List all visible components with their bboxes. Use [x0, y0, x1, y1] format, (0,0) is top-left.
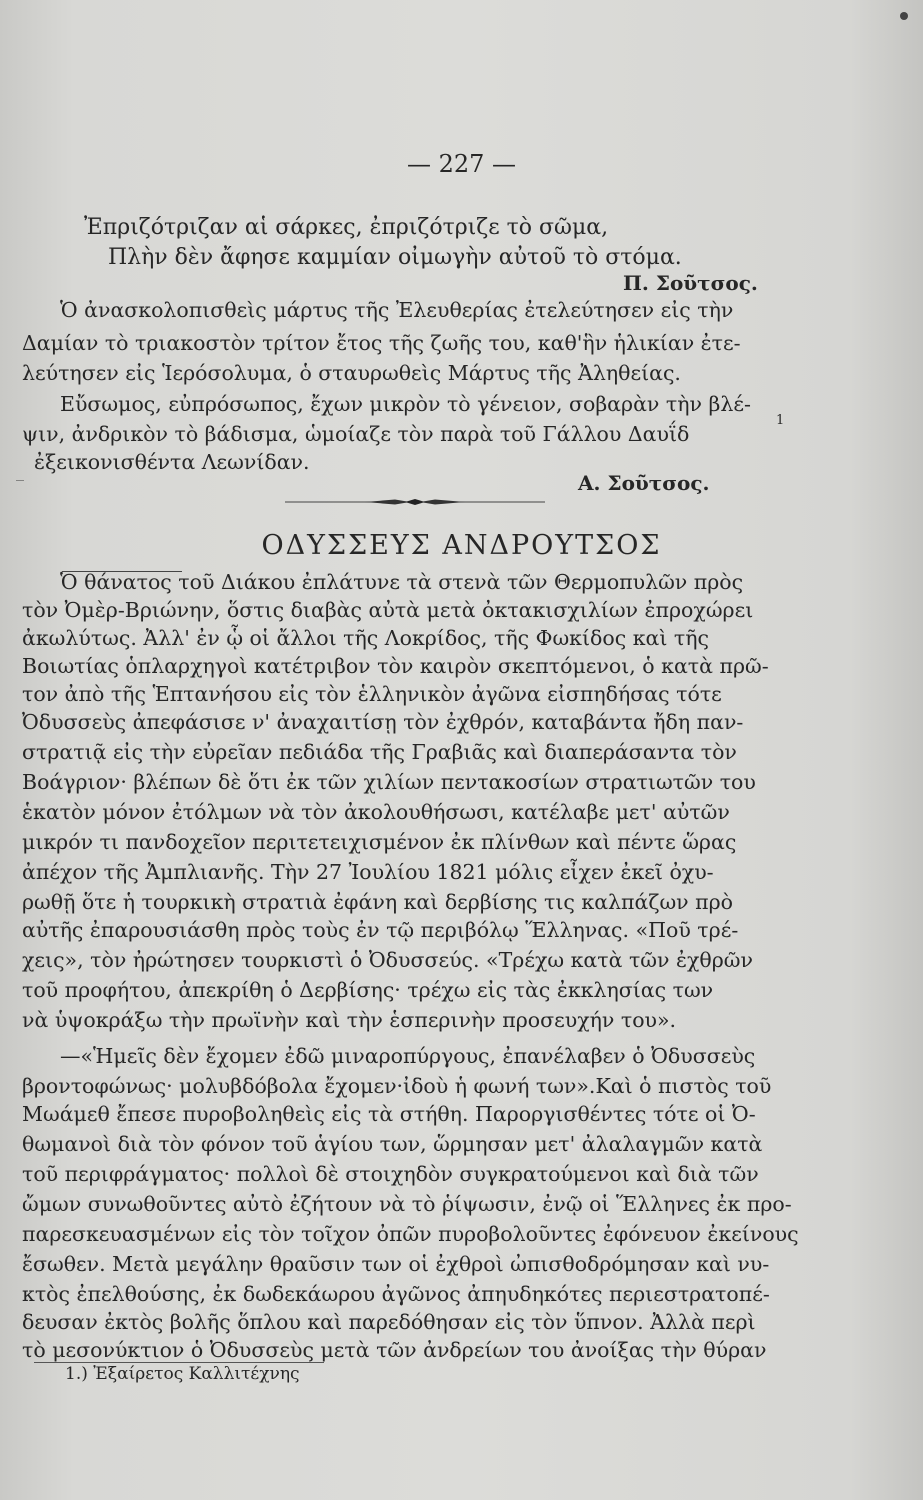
paragraph-line: Ὁ ἀνασκολοπισθεὶς μάρτυς τῆς Ἐλευθερίας ἐτελεύτησεν εἰς τὴν: [60, 298, 734, 322]
margin-mark: _: [16, 462, 24, 481]
body-line: κτὸς ἐπελθούσης, ἐκ δωδεκάωρου ἀγῶνος ἀπηυδηκότες περιεστρατοπέ-: [22, 1282, 770, 1306]
body-line: τοῦ περιφράγματος· πολλοὶ δὲ στοιχηδὸν συγκρατούμενοι καὶ διὰ τῶν: [22, 1162, 759, 1186]
footnote: 1.) Ἐξαίρετος Καλλιτέχνης: [65, 1364, 300, 1384]
body-line: —«Ἡμεῖς δὲν ἔχομεν ἐδῶ μιναροπύργους, ἐπανέλαβεν ὁ Ὀδυσσεὺς: [60, 1044, 756, 1068]
body-line: χεις», τὸν ἠρώτησεν τουρκιστὶ ὁ Ὀδυσσεύς. «Τρέχω κατὰ τῶν ἐχθρῶν: [22, 948, 753, 972]
paragraph-line: ἐξεικονισθέντα Λεωνίδαν.: [34, 450, 310, 474]
body-line: ὤμων συνωθοῦντες αὐτὸ ἐζήτουν νὰ τὸ ῥίψωσιν, ἐνῷ οἱ Ἕλληνες ἐκ προ-: [22, 1192, 792, 1216]
body-line: τον ἀπὸ τῆς Ἑπτανήσου εἰς τὸν ἑλληνικὸν ἀγῶνα εἰσπηδήσας τότε: [22, 682, 722, 706]
ornamental-rule: [285, 498, 545, 506]
verse-line: Πλὴν δὲν ἄφησε καμμίαν οἰμωγὴν αὐτοῦ τὸ στόμα.: [108, 245, 682, 270]
body-line: νὰ ὑψοκράξω τὴν πρωϊνὴν καὶ τὴν ἑσπερινὴν προσευχήν του».: [22, 1008, 677, 1032]
paragraph-line: Δαμίαν τὸ τριακοστὸν τρίτον ἔτος τῆς ζωῆς του, καθ'ἣν ἡλικίαν ἐτε-: [22, 331, 741, 355]
body-line: τὸ μεσονύκτιον ὁ Ὀδυσσεὺς μετὰ τῶν ἀνδρείων του ἀνοίξας τὴν θύραν: [22, 1338, 767, 1362]
body-line: ἔσωθεν. Μετὰ μεγάλην θραῦσιν των οἱ ἐχθροὶ ὠπισθοδρόμησαν καὶ νυ-: [22, 1252, 770, 1276]
body-line: ἑκατὸν μόνον ἐτόλμων νὰ τὸν ἀκολουθήσωσι, κατέλαβε μετ' αὐτῶν: [22, 800, 730, 824]
body-line: Βοάγριον· βλέπων δὲ ὅτι ἐκ τῶν χιλίων πεντακοσίων στρατιωτῶν του: [22, 770, 756, 794]
verse-signature: Π. Σοῦτσος.: [623, 271, 758, 295]
body-line: τοῦ προφήτου, ἀπεκρίθη ὁ Δερβίσης· τρέχω εἰς τὰς ἐκκλησίας των: [22, 978, 714, 1002]
paragraph-line: λεύτησεν εἰς Ἱερόσολυμα, ὁ σταυρωθεὶς Μάρτυς τῆς Ἀληθείας.: [22, 361, 681, 385]
footnote-rule: [34, 1362, 324, 1363]
body-line: στρατιᾷ εἰς τὴν εὐρεῖαν πεδιάδα τῆς Γραβιᾶς καὶ διαπεράσαντα τὸν: [22, 740, 737, 764]
section-heading: ΟΔΥΣΣΕΥΣ ΑΝΔΡΟΥΤΣΟΣ: [261, 530, 662, 561]
ink-speck: [900, 12, 908, 20]
body-line: Βοιωτίας ὁπλαρχηγοὶ κατέτριβον τὸν καιρὸν σκεπτόμενοι, ὁ κατὰ πρῶ-: [22, 654, 769, 678]
body-line: τὸν Ὀμὲρ-Βριώνην, ὅστις διαβὰς αὐτὰ μετὰ ὀκτακισχιλίων ἐπροχώρει: [22, 598, 754, 622]
paragraph-line: Εὔσωμος, εὐπρόσωπος, ἔχων μικρὸν τὸ γένειον, σοβαρὰν τὴν βλέ-: [60, 392, 751, 416]
verse-line: Ἐπριζότριζαν αἱ σάρκες, ἐπριζότριζε τὸ σῶμα,: [84, 215, 609, 240]
body-line: θωμανοὶ διὰ τὸν φόνον τοῦ ἁγίου των, ὥρμησαν μετ' ἀλαλαγμῶν κατὰ: [22, 1132, 763, 1156]
body-line: παρεσκευασμένων εἰς τὸν τοῖχον ὀπῶν πυροβολοῦντες ἐφόνευον ἐκείνους: [22, 1222, 799, 1246]
body-line: ρωθῇ ὅτε ἡ τουρκικὴ στρατιὰ ἐφάνη καὶ δερβίσης τις καλπάζων πρὸ: [22, 890, 734, 914]
body-line: ἀκωλύτως. Ἀλλ' ἐν ᾧ οἱ ἄλλοι τῆς Λοκρίδος, τῆς Φωκίδος καὶ τῆς: [22, 626, 710, 650]
body-line: Ὀδυσσεὺς ἀπεφάσισε ν' ἀναχαιτίσῃ τὸν ἐχθρόν, καταβάντα ἤδη παν-: [22, 710, 744, 734]
body-line: ἀπέχον τῆς Ἀμπλιανῆς. Τὴν 27 Ἰουλίου 1821 μόλις εἶχεν ἐκεῖ ὀχυ-: [22, 860, 714, 884]
page-number: — 227 —: [406, 150, 517, 178]
body-line: Ὁ θάνατος τοῦ Διάκου ἐπλάτυνε τὰ στενὰ τῶν Θερμοπυλῶν πρὸς: [60, 570, 744, 594]
body-line: δευσαν ἐκτὸς βολῆς ὅπλου καὶ παρεδόθησαν εἰς τὸν ὕπνον. Ἀλλὰ περὶ: [22, 1310, 756, 1334]
paragraph-line: ψιν, ἀνδρικὸν τὸ βάδισμα, ὡμοίαζε τὸν παρὰ τοῦ Γάλλου Δαυΐδ: [22, 422, 690, 446]
body-line: μικρόν τι πανδοχεῖον περιτετειχισμένον ἐκ πλίνθων καὶ πέντε ὥρας: [22, 830, 737, 854]
footnote-marker: 1: [776, 413, 785, 428]
body-line: Μωάμεθ ἔπεσε πυροβοληθεὶς εἰς τὰ στήθη. Παροργισθέντες τότε οἱ Ὀ-: [22, 1102, 756, 1126]
body-line: βροντοφώνως· μολυβδόβολα ἔχομεν·ἰδοὺ ἡ φωνή των».Καὶ ὁ πιστὸς τοῦ: [22, 1074, 772, 1098]
author-signature: Α. Σοῦτσος.: [578, 471, 710, 495]
body-line: αὐτῆς ἐπαρουσιάσθη πρὸς τοὺς ἐν τῷ περιβόλῳ Ἕλληνας. «Ποῦ τρέ-: [22, 918, 739, 942]
